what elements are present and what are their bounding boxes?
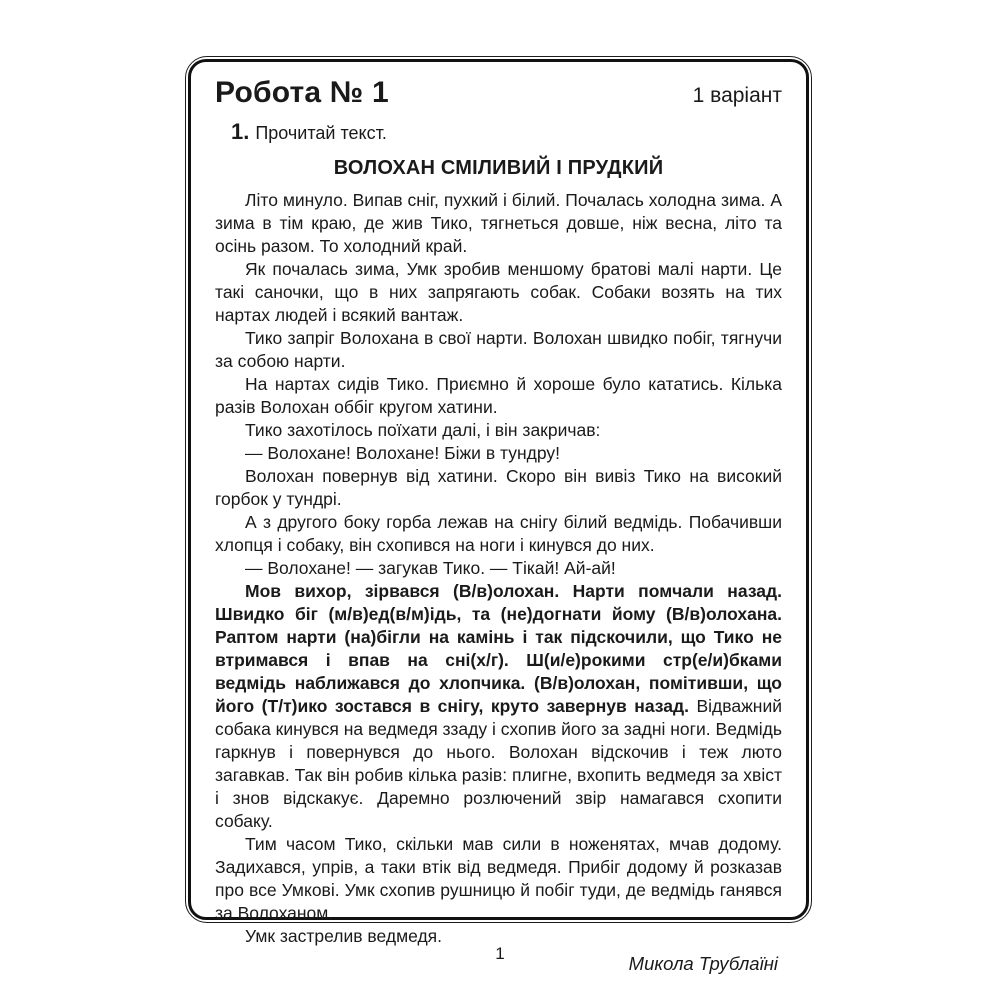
paragraph-segment: Відважний собака кинувся на ведмедя ззаду і схопив його за задні ноги. Ведмідь гаркнув і повернувся до нього. Волохан відскочив і теж люто загавкав. Так він робив кілька разів: плигне, вхопить ведмедя за хвіст і знов відскакує. Даремно розлючений звір намагався схопити собаку. <box>215 696 783 831</box>
paragraph <box>215 511 782 557</box>
page-number: 1 <box>495 944 505 963</box>
variant-label: 1 варіант <box>692 84 782 107</box>
paragraph-segment: На нартах сидів Тико. Приємно й хороше було кататись. Кілька разів Волохан оббіг кругом хатини. <box>215 374 782 417</box>
paragraph <box>215 833 782 925</box>
paragraph-segment: Тико захотілось поїхати далі, і він закричав: <box>245 420 601 440</box>
paragraph <box>215 189 782 258</box>
paragraph <box>215 557 782 580</box>
task-instruction: Прочитай текст. <box>255 123 387 143</box>
paragraph-segment: Як почалась зима, Умк зробив меншому братові малі нарти. Це такі саночки, що в них запрягають собак. Собаки возять на тих нартах людей і всякий вантаж. <box>215 259 782 325</box>
paragraph <box>215 442 782 465</box>
task-line <box>215 119 782 145</box>
page-header <box>215 76 782 110</box>
page-frame <box>185 56 812 974</box>
story-title: ВОЛОХАН СМІЛИВИЙ І ПРУДКИЙ <box>333 157 664 179</box>
paragraph <box>215 580 782 833</box>
paragraph-segment: Умк застрелив ведмедя. <box>245 926 443 946</box>
task-number: 1. <box>231 119 250 144</box>
paragraph <box>215 373 782 419</box>
paragraph-segment: А з другого боку горба лежав на снігу білий ведмідь. Побачивши хлопця і собаку, він схопився на ноги і кинувся до них. <box>215 512 782 555</box>
paragraph-bold-segment: Мов вихор, зірвався (В/в)олохан. Нарти помчали назад. Швидко біг (м/в)ед(в/м)ідь, та (не)догнати йому (В/в)олохана. Раптом нарти (на)бігли на камінь і так підскочили, що Тико не втримався і впав на сні(х/г). Ш(и/е)рокими стр(е/и)бками ведмідь наближався до хлопчика. (В/в)олохан, помітивши, що його (Т/т)ико зостався в снігу, круто завернув назад. <box>215 581 782 716</box>
page-frame-inner <box>188 59 809 974</box>
paragraph-segment: Волохан повернув від хатини. Скоро він вивіз Тико на високий горбок у тундрі. <box>215 466 782 509</box>
author-name: Микола Трублаїні <box>628 953 778 974</box>
paragraph-segment: Літо минуло. Випав сніг, пухкий і білий. Почалась холодна зима. А зима в тім краю, де жив Тико, тягнеться довше, ніж весна, літо та осінь разом. То холодний край. <box>215 190 782 256</box>
paragraph <box>215 419 782 442</box>
paragraph <box>215 258 782 327</box>
paragraph <box>215 327 782 373</box>
paragraph-segment: Тим часом Тико, скільки мав сили в ноженятах, мчав додому. Задихався, упрів, а таки втік від ведмедя. Прибіг додому й розказав про все Умкові. Умк схопив рушницю й побіг туди, де ведмідь ганявся за Волоханом. <box>215 834 782 923</box>
paragraph-segment: — Волохане! — загукав Тико. — Тікай! Ай-ай! <box>245 558 616 578</box>
paragraph-segment: — Волохане! Волохане! Біжи в тундру! <box>245 443 560 463</box>
work-title: Робота № 1 <box>215 76 389 109</box>
paragraph-segment: Тико запріг Волохана в свої нарти. Волохан швидко побіг, тягнучи за собою нарти. <box>215 328 782 371</box>
paragraph <box>215 465 782 511</box>
text-body <box>215 189 782 948</box>
